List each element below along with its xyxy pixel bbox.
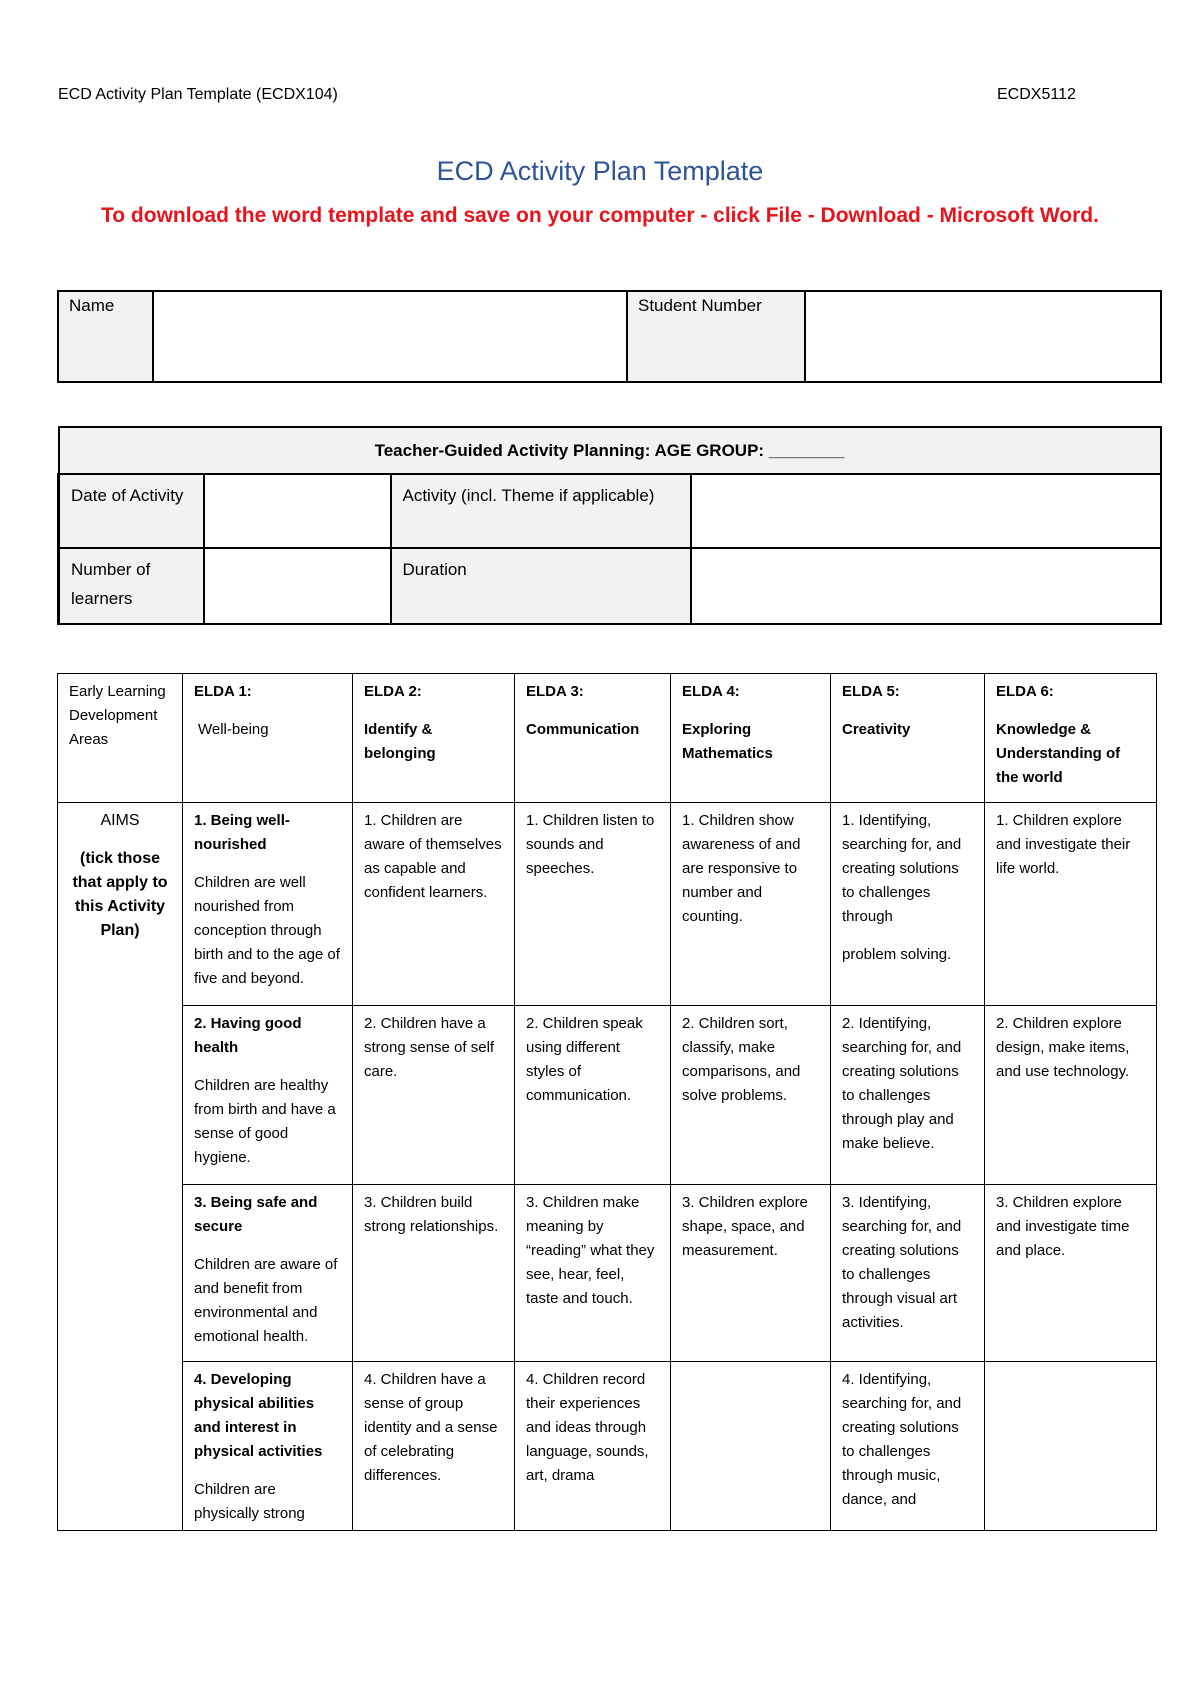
- aim-text: 2. Children sort, classify, make comparisons, and solve problems.: [682, 1015, 801, 1104]
- aim-text: Children are physically strong: [194, 1481, 305, 1522]
- running-header-left: ECD Activity Plan Template (ECDX104): [58, 86, 338, 103]
- aim-cell[interactable]: [985, 1185, 1157, 1362]
- elda-name: Creativity: [842, 721, 911, 738]
- aim-text: 1. Children show awareness of and are responsive to number and counting.: [682, 812, 801, 925]
- aim-text: 1. Identifying, searching for, and creating solutions to challenges through: [842, 812, 962, 925]
- elda-name: Communication: [526, 721, 640, 738]
- aim-text: 3. Children make meaning by “reading” what they see, hear, feel, taste and touch.: [526, 1194, 655, 1307]
- elda-aims-table: [57, 673, 1157, 1531]
- student-number-input-cell[interactable]: [805, 291, 1161, 382]
- activity-planning-table: [57, 426, 1162, 625]
- elda-name: Well-being: [198, 721, 269, 738]
- aims-label: AIMS: [100, 812, 140, 829]
- student-number-label-cell: [627, 291, 805, 382]
- date-of-activity-label: Date of Activity: [71, 486, 184, 505]
- aim-text-cont: problem solving.: [842, 946, 952, 963]
- aim-cell[interactable]: [515, 803, 671, 1006]
- aim-cell[interactable]: [671, 803, 831, 1006]
- aim-cell[interactable]: [183, 1006, 353, 1185]
- download-instruction: To download the word template and save on your computer - click File - Download - Microsoft Word.: [101, 204, 1099, 227]
- aims-cell: [58, 803, 183, 1531]
- student-info-table: [57, 290, 1162, 383]
- aim-title: 4. Developing physical abilities and interest in physical activities: [194, 1371, 323, 1460]
- aim-cell[interactable]: [831, 803, 985, 1006]
- elda-name: Exploring Mathematics: [682, 721, 773, 762]
- aim-cell[interactable]: [985, 803, 1157, 1006]
- aim-text: 3. Children build strong relationships.: [364, 1194, 499, 1235]
- aim-cell[interactable]: [353, 1185, 515, 1362]
- activity-input-cell[interactable]: [691, 474, 1161, 548]
- elda-header: [985, 674, 1157, 803]
- date-input-cell[interactable]: [204, 474, 391, 548]
- aim-text: 2. Children have a strong sense of self care.: [364, 1015, 495, 1080]
- elda-name: Knowledge & Understanding of the world: [996, 721, 1121, 786]
- aim-text: 2. Children explore design, make items, and use technology.: [996, 1015, 1130, 1080]
- aim-cell[interactable]: [183, 1362, 353, 1531]
- aim-cell[interactable]: [515, 1362, 671, 1531]
- elda-code: ELDA 5:: [842, 683, 900, 700]
- learners-label-cell: [59, 548, 204, 624]
- date-label-cell: [59, 474, 204, 548]
- aim-text: 3. Identifying, searching for, and creating solutions to challenges through visual art activities.: [842, 1194, 962, 1331]
- learners-input-cell[interactable]: [204, 548, 391, 624]
- number-of-learners-label: Number of learners: [71, 560, 151, 608]
- aim-cell[interactable]: [671, 1006, 831, 1185]
- aim-text: [671, 1362, 830, 1372]
- document-title: ECD Activity Plan Template: [436, 156, 764, 186]
- aim-cell[interactable]: [831, 1006, 985, 1185]
- aim-text: 4. Identifying, searching for, and creating solutions to challenges through music, dance, and: [842, 1371, 962, 1508]
- elda-header: [671, 674, 831, 803]
- elda-header: [831, 674, 985, 803]
- aim-text: Children are well nourished from conception through birth and to the age of five and beyond.: [194, 874, 340, 987]
- aim-text: 2. Identifying, searching for, and creating solutions to challenges through play and make believe.: [842, 1015, 962, 1152]
- planning-heading: Teacher-Guided Activity Planning: AGE GROUP: ________: [59, 427, 1161, 474]
- aim-cell[interactable]: [515, 1185, 671, 1362]
- elda-corner-cell: [58, 674, 183, 803]
- aim-text: 1. Children are aware of themselves as capable and confident learners.: [364, 812, 502, 901]
- aim-text: 1. Children explore and investigate their life world.: [996, 812, 1131, 877]
- aim-title: 1. Being well-nourished: [194, 812, 290, 853]
- aim-cell[interactable]: [985, 1362, 1157, 1531]
- aim-title: 3. Being safe and secure: [194, 1194, 318, 1235]
- name-label-cell: [58, 291, 153, 382]
- activity-label-cell: [391, 474, 691, 548]
- aims-note: (tick those that apply to this Activity Plan): [72, 850, 168, 939]
- elda-code: ELDA 4:: [682, 683, 740, 700]
- elda-header: [183, 674, 353, 803]
- aim-cell[interactable]: [353, 1362, 515, 1531]
- aim-text: [985, 1362, 1156, 1372]
- aim-cell[interactable]: [353, 1006, 515, 1185]
- running-header-right: ECDX5112: [997, 86, 1076, 103]
- aim-cell[interactable]: [353, 803, 515, 1006]
- aim-text: 4. Children have a sense of group identity and a sense of celebrating differences.: [364, 1371, 498, 1484]
- aim-cell[interactable]: [985, 1006, 1157, 1185]
- elda-name: Identify & belonging: [364, 721, 436, 762]
- aim-cell[interactable]: [671, 1362, 831, 1531]
- elda-header: [353, 674, 515, 803]
- aim-cell[interactable]: [671, 1185, 831, 1362]
- name-label: Name: [69, 296, 115, 315]
- elda-header: [515, 674, 671, 803]
- aim-title: 2. Having good health: [194, 1015, 302, 1056]
- elda-corner-label: Early Learning Development Areas: [69, 683, 166, 748]
- aim-text: Children are healthy from birth and have a sense of good hygiene.: [194, 1077, 336, 1166]
- aim-text: 1. Children listen to sounds and speeches.: [526, 812, 655, 877]
- elda-code: ELDA 6:: [996, 683, 1054, 700]
- duration-input-cell[interactable]: [691, 548, 1161, 624]
- duration-label-cell: [391, 548, 691, 624]
- elda-code: ELDA 2:: [364, 683, 422, 700]
- name-input-cell[interactable]: [153, 291, 627, 382]
- student-number-label: Student Number: [638, 296, 762, 315]
- aim-text: 3. Children explore and investigate time and place.: [996, 1194, 1130, 1259]
- aim-cell[interactable]: [183, 803, 353, 1006]
- aim-text: 4. Children record their experiences and ideas through language, sounds, art, drama: [526, 1371, 649, 1484]
- aim-text: 3. Children explore shape, space, and measurement.: [682, 1194, 808, 1259]
- duration-label: Duration: [402, 560, 467, 579]
- aim-cell[interactable]: [831, 1362, 985, 1531]
- aim-text: Children are aware of and benefit from environmental and emotional health.: [194, 1256, 338, 1345]
- elda-code: ELDA 1:: [194, 683, 252, 700]
- aim-text: 2. Children speak using different styles of communication.: [526, 1015, 643, 1104]
- aim-cell[interactable]: [515, 1006, 671, 1185]
- aim-cell[interactable]: [831, 1185, 985, 1362]
- elda-code: ELDA 3:: [526, 683, 584, 700]
- activity-label: Activity (incl. Theme if applicable): [402, 486, 655, 505]
- aim-cell[interactable]: [183, 1185, 353, 1362]
